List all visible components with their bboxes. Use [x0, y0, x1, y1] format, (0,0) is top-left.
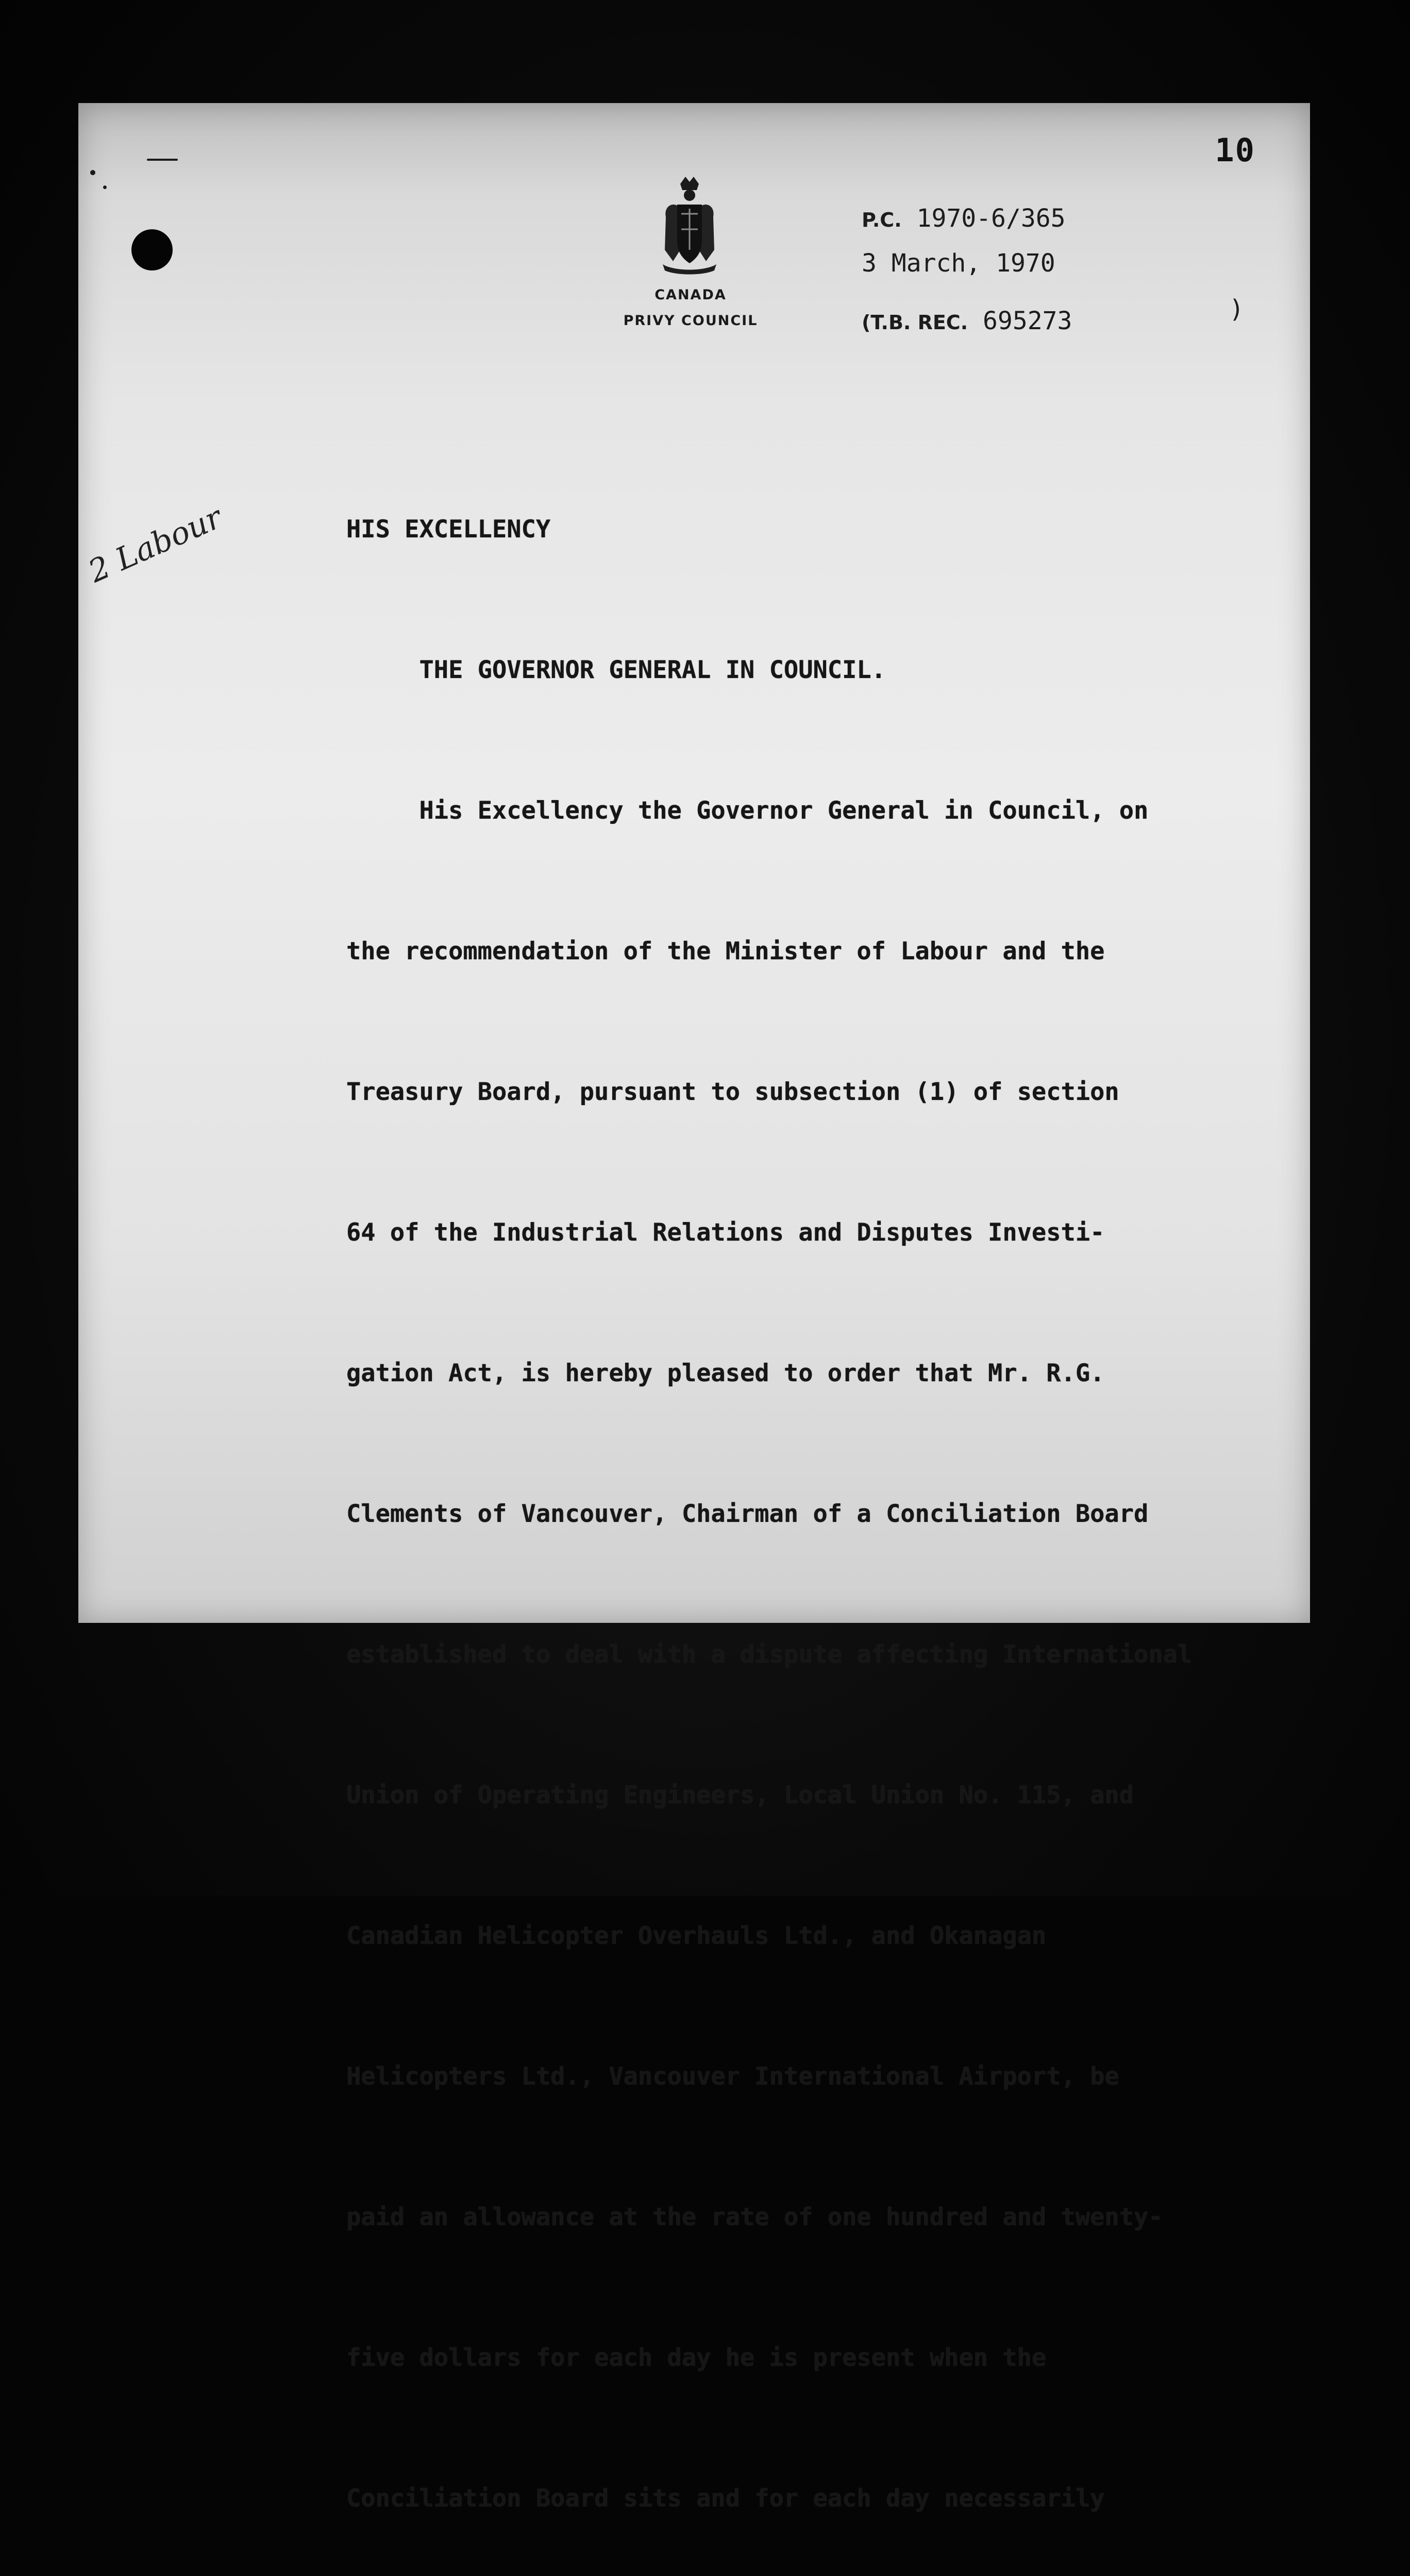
body-line: five dollars for each day he is present when the — [346, 2344, 1047, 2372]
reference-block — [862, 196, 1072, 345]
body-line: Conciliation Board sits and for each day necessarily — [346, 2484, 1105, 2513]
tb-number: 695273 — [983, 307, 1072, 335]
handwritten-margin-note: 2 Labour — [83, 499, 227, 590]
order-number: 1970-6/365 — [916, 204, 1066, 233]
body-line: the recommendation of the Minister of Labour and the — [346, 937, 1105, 965]
body-line: His Excellency the Governor General in Council, on — [346, 796, 1149, 825]
body-line: established to deal with a dispute affecting International — [346, 1640, 1193, 1669]
dust-speck — [90, 170, 95, 175]
body-line: Treasury Board, pursuant to subsection (1) of section — [346, 1078, 1119, 1106]
letterhead — [593, 282, 788, 334]
punch-hole — [131, 229, 173, 270]
order-body — [346, 412, 1192, 2576]
treasury-board-reference — [862, 298, 1072, 345]
body-line: 64 of the Industrial Relations and Disputes Investi- — [346, 1218, 1105, 1247]
body-line: Clements of Vancouver, Chairman of a Conciliation Board — [346, 1500, 1149, 1528]
body-line: Union of Operating Engineers, Local Union No. 115, and — [346, 1781, 1134, 1809]
page-number: 10 — [1215, 131, 1255, 169]
body-line: HIS EXCELLENCY — [346, 515, 551, 544]
dust-speck — [103, 185, 107, 189]
order-date: 3 March, 1970 — [862, 249, 1055, 278]
order-prefix: P.C. — [862, 209, 902, 231]
order-number-line — [862, 196, 1072, 243]
body-line: Helicopters Ltd., Vancouver International Airport, be — [346, 2062, 1119, 2091]
tb-prefix: (T.B. REC. — [862, 311, 968, 334]
letterhead-office: PRIVY COUNCIL — [623, 313, 758, 329]
coat-of-arms-icon — [653, 173, 726, 276]
body-line: Canadian Helicopter Overhauls Ltd., and Okanagan — [346, 1922, 1047, 1950]
body-line: THE GOVERNOR GENERAL IN COUNCIL. — [346, 656, 886, 684]
body-line: gation Act, is hereby pleased to order that Mr. R.G. — [346, 1359, 1105, 1387]
letterhead-country: CANADA — [654, 287, 727, 303]
tb-closing-paren: ) — [1229, 295, 1244, 324]
dust-speck — [147, 159, 178, 161]
body-line: paid an allowance at the rate of one hundred and twenty- — [346, 2203, 1163, 2231]
